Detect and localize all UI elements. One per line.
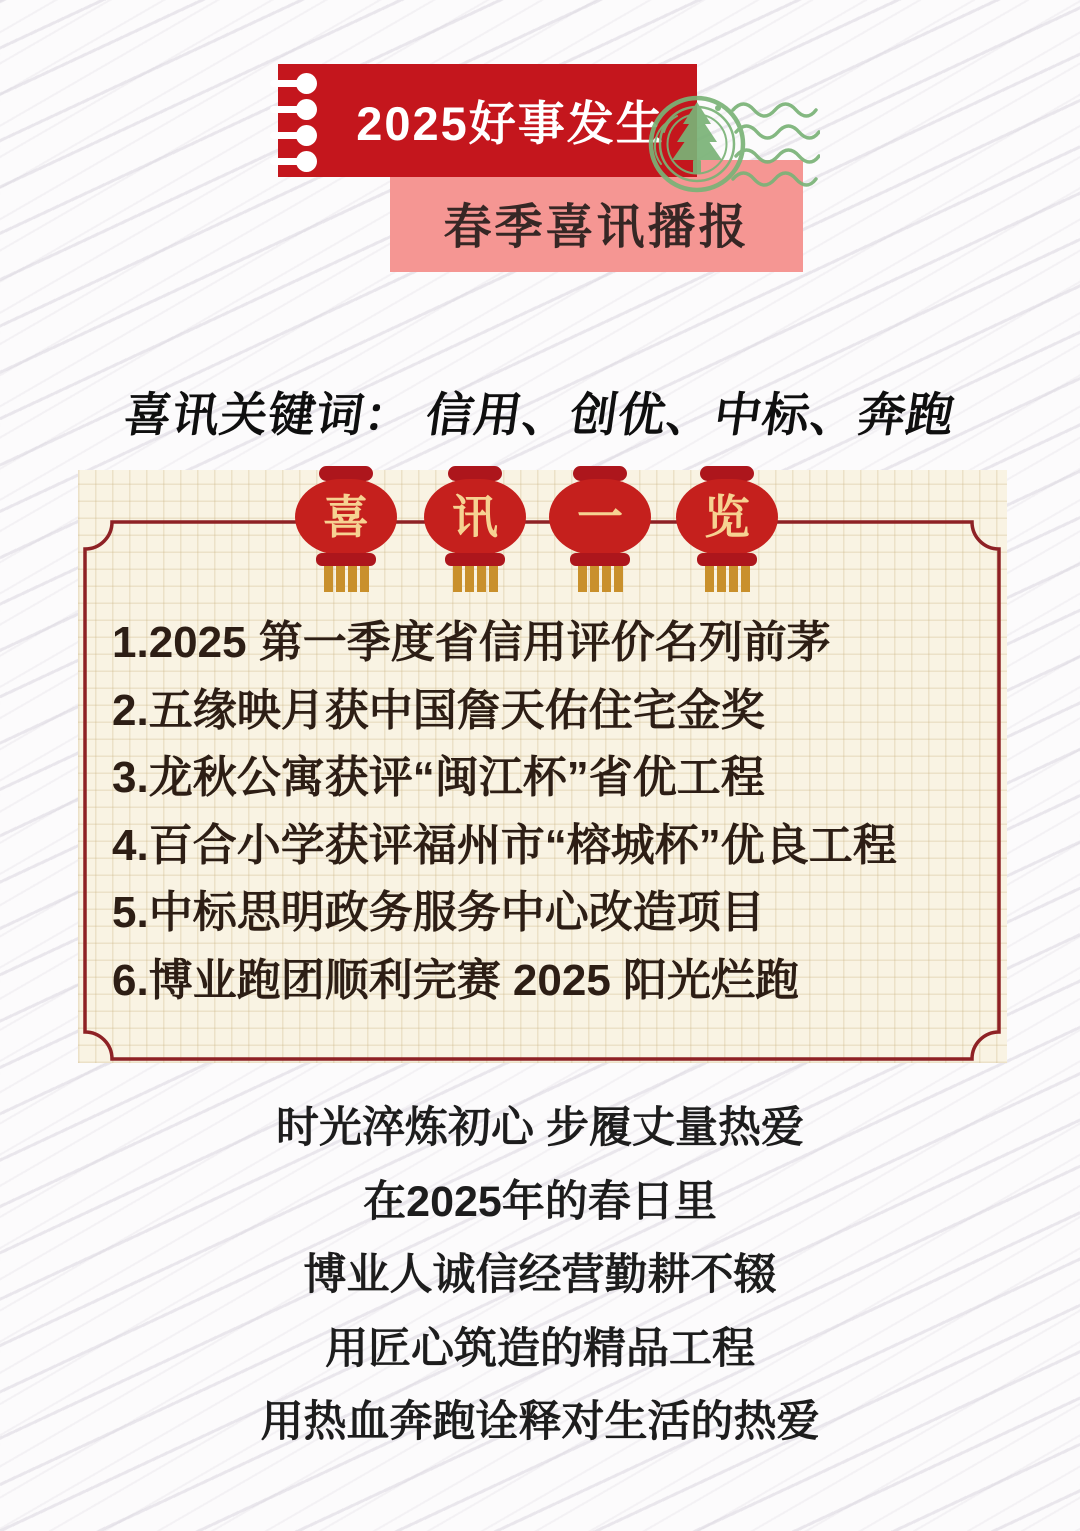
lantern-tassels (324, 566, 369, 592)
lantern-icon (549, 466, 651, 592)
lantern-tassels (578, 566, 623, 592)
news-item: 2.五缘映月获中国詹天佑住宅金奖 (112, 685, 765, 735)
lantern-icon (424, 466, 526, 592)
postmark-tree-stamp-icon (628, 86, 820, 210)
keywords-line: 喜讯关键词： 信用、创优、中标、奔跑 (120, 388, 959, 441)
lantern-char: 讯 (452, 491, 498, 543)
poster-title: 2025好事发生 (356, 97, 665, 150)
lantern-icon (295, 466, 397, 592)
news-item: 4.百合小学获评福州市“榕城杯”优良工程 (112, 820, 897, 870)
closing-line: 用热血奔跑诠释对生活的热爱 (260, 1398, 820, 1447)
closing-lines (0, 1092, 1080, 1460)
news-item: 3.龙秋公寓获评“闽江杯”省优工程 (112, 753, 765, 802)
news-item: 5.中标思明政务服务中心改造项目 (112, 888, 765, 937)
binder-pin-icon (270, 73, 330, 95)
lantern-char: 喜 (323, 491, 369, 543)
closing-line: 时光淬炼初心 步履丈量热爱 (276, 1104, 804, 1152)
news-item: 1.2025 第一季度省信用评价名列前茅 (112, 618, 831, 667)
news-list (112, 609, 897, 1014)
lantern-char: 一 (577, 491, 623, 543)
lantern-tassels (453, 566, 498, 592)
binder-pin-icon (270, 125, 330, 147)
closing-line: 在2025年的春日里 (363, 1177, 717, 1226)
lantern-tassels (705, 566, 750, 592)
binder-pin-icon (270, 151, 330, 173)
poster-subtitle: 春季喜讯播报 (443, 201, 750, 254)
lantern-icon (676, 466, 778, 592)
closing-line: 用匠心筑造的精品工程 (325, 1324, 755, 1373)
lantern-char: 览 (704, 491, 750, 543)
binder-pin-icon (270, 99, 330, 121)
closing-line: 博业人诚信经营勤耕不辍 (303, 1251, 777, 1300)
news-item: 6.博业跑团顺利完赛 2025 阳光烂跑 (112, 955, 800, 1005)
